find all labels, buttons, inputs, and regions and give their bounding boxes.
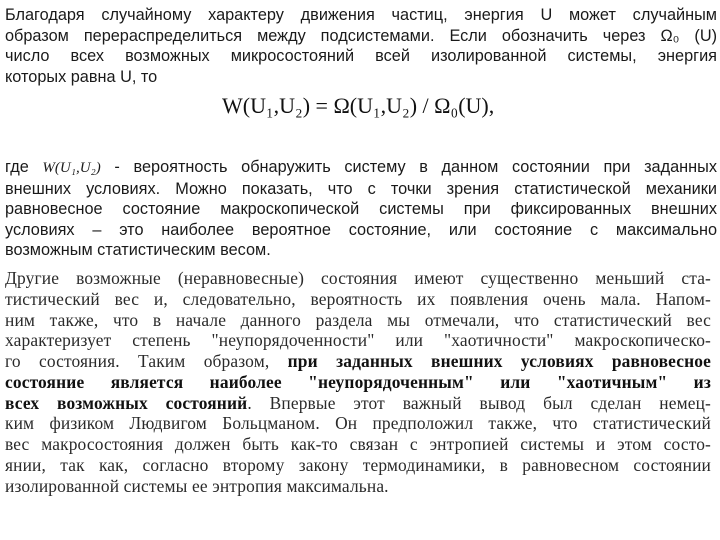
text-fragment: где xyxy=(5,158,29,176)
text-line: характеризует степень "неупорядоченности" или "хаотичности" макроскопическо- xyxy=(5,330,711,351)
text-line xyxy=(5,157,717,179)
text-line xyxy=(5,393,711,414)
text-line: число всех возможных микросостояний всей изолированной системы, энергия xyxy=(5,47,717,66)
text-line: образом перераспределиться между подсистемами. Если обозначить через Ω₀ (U) xyxy=(5,26,717,45)
text-fragment: - вероятность обнаружить систему в данном состоянии при заданных xyxy=(100,158,717,176)
text-fragment: . Впервые этот важный вывод был сделан немец- xyxy=(247,392,711,413)
probability-formula: W(U₁,U₂) = Ω(U₁,U₂) / Ω₀(U), xyxy=(222,93,495,118)
text-line: янии, так как, согласно второму закону термодинамики, в равновесном состоянии xyxy=(5,454,711,475)
text-line: внешних условиях. Можно показать, что с точки зрения статистической механики xyxy=(5,179,717,198)
text-line: ким физиком Людвигом Больцманом. Он предположил также, что статистический xyxy=(5,413,711,434)
text-line: Другие возможные (неравновесные) состояния имеют существенно меньший ста- xyxy=(5,268,711,288)
inline-formula: W(U₁,U₂) xyxy=(42,160,101,176)
text-line xyxy=(5,351,711,372)
bold-text: всех возможных состояний xyxy=(5,392,248,413)
intro-paragraph xyxy=(5,5,717,87)
scanned-text-block xyxy=(5,268,711,496)
text-line: изолированной системы ее энтропия максимальна. xyxy=(5,475,389,496)
text-line: возможным статистическим весом. xyxy=(5,241,271,260)
text-fragment: го состояния. Таким образом, xyxy=(5,351,270,371)
text-line: которых равна U, то xyxy=(5,67,158,86)
text-line: Благодаря случайному характеру движения частиц, энергия U может случайным xyxy=(5,6,717,24)
text-line: условиях – это наиболее вероятное состояние, или состояние с максимально xyxy=(5,220,717,239)
text-line: ним также, что в начале данного раздела мы отмечали, что статистический вес xyxy=(5,309,711,330)
bold-text: состояние является наиболее "неупорядоченным" или "хаотичным" из xyxy=(5,371,711,392)
text-line: тистический вес и, следовательно, вероятность их появления очень мала. Напом- xyxy=(5,288,711,309)
text-line: вес макросостояния должен быть как-то связан с энтропией системы и этом состо- xyxy=(5,434,711,454)
text-line: равновесное состояние макроскопической системы при фиксированных внешних xyxy=(5,200,717,219)
definition-paragraph xyxy=(5,157,717,261)
bold-text: при заданных внешних условиях равновесное xyxy=(287,351,711,371)
